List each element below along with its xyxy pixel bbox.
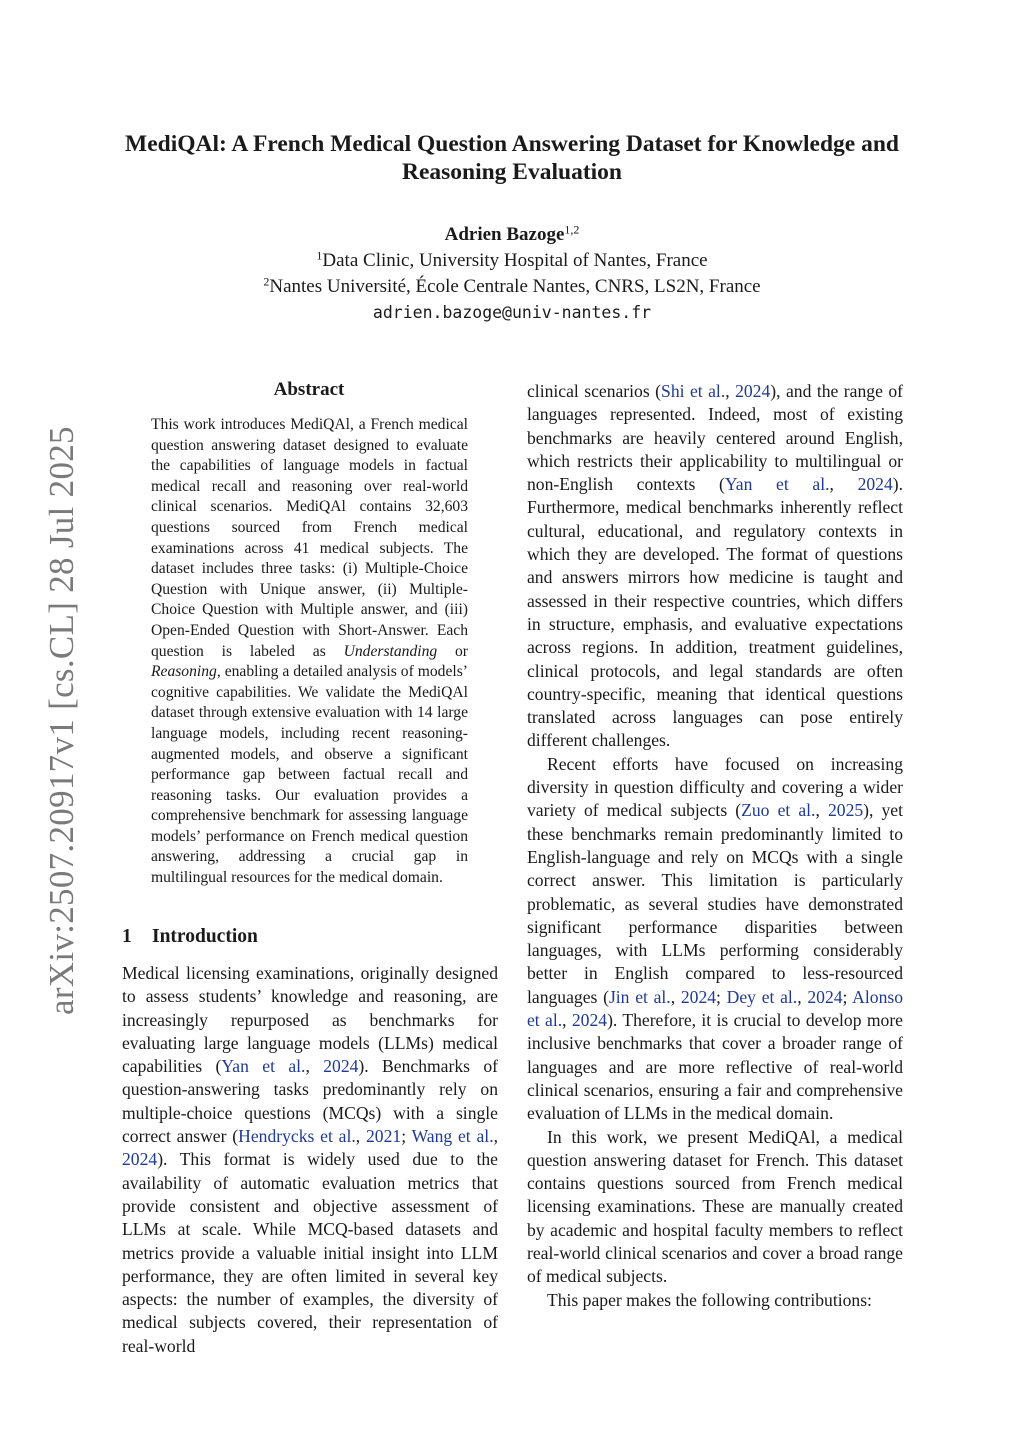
abstract-emphasis: Reasoning	[151, 663, 217, 681]
body-text: ). Furthermore, medical benchmarks inherently reflect cultural, educational, and regulatory contexts in which they are developed. The format of questions and answers mirrors how medicine is taught and assessed in their respective countries, which differs in structure, emphasis, and evaluative expectations across regions. In addition, treatment guidelines, clinical protocols, and legal standards are often country-specific, meaning that identical questions translated across languages can pose entirely different challenges.	[527, 474, 904, 751]
section-heading-introduction	[122, 925, 258, 949]
abstract-body	[151, 415, 468, 889]
author-affil-marks: 1,2	[564, 222, 580, 237]
author-line	[110, 222, 914, 248]
body-text: ). Therefore, it is crucial to develop more inclusive benchmarks that cover a broader range of languages and are more reflective of real-world clinical scenarios, ensuring a fair and comprehensive evaluation of LLMs in the medical domain.	[527, 1010, 903, 1124]
citation-link[interactable]: Shi et al.	[661, 381, 726, 401]
paper-title: MediQAl: A French Medical Question Answering Dataset for Knowledge and Reasoning Evaluation	[125, 131, 899, 185]
citation-year-link[interactable]: 2024	[323, 1056, 359, 1077]
citation-year-link[interactable]: 2024	[122, 1149, 158, 1170]
citation-link[interactable]: Dey et al.	[726, 986, 798, 1007]
abstract-text: , enabling a detailed analysis of models’ cognitive capabilities. We validate the MediQAl dataset through extensive evaluation with 14 large language models, including recent reasoning-augmented models, and observe a significant performance gap between factual recall and reasoning tasks. Our evaluation provides a comprehensive benchmark for assessing language models’ performance on French medical question answering, addressing a crucial gap in multilingual resources for the medical domain.	[151, 663, 468, 887]
body-text: Medical licensing examinations, originally designed to assess students’ knowledge and reasoning, are increasingly repurposed as benchmarks for evaluating large language models (LLMs) medical capabilities (	[122, 963, 498, 1077]
body-text: ;	[842, 986, 853, 1007]
abstract-text: or	[437, 642, 468, 660]
affiliation-mark: 1	[316, 248, 323, 263]
body-text: ,	[797, 986, 808, 1007]
citation-year-link[interactable]: 2024	[807, 986, 843, 1007]
author-name: Adrien Bazoge	[444, 224, 565, 245]
intro-paragraph-2	[527, 380, 903, 753]
body-text: ,	[355, 1126, 366, 1147]
intro-paragraph-4: In this work, we present MediQAl, a medical question answering dataset for French. This dataset contains questions sourced from French medical licensing examinations. These are manually created by academic and hospital faculty members to reflect real-world clinical scenarios and cover a broad range of medical subjects.	[527, 1126, 903, 1287]
body-text: ), and the range of languages represented. Indeed, most of existing benchmarks are heavily centered around English, which restricts their applicability to multilingual or non-English contexts (	[527, 381, 903, 495]
citation-link[interactable]: Yan et al.	[221, 1056, 306, 1077]
citation-year-link[interactable]: 2024	[571, 1010, 608, 1031]
citation-link[interactable]: Jin et al.	[608, 986, 671, 1007]
body-text: ;	[401, 1126, 412, 1147]
citation-year-link[interactable]: 2024	[680, 986, 717, 1007]
body-text: ). Benchmarks of question-answering tasks predominantly rely on multiple-choice questions (MCQs) with a single correct answer (	[122, 1056, 499, 1147]
affiliation-2	[110, 274, 914, 300]
body-text: ,	[725, 381, 736, 401]
section-number: 1	[122, 926, 132, 947]
right-column	[527, 380, 903, 1312]
arxiv-identifier-stamp: arXiv:2507.20917v1 [cs.CL] 28 Jul 2025	[42, 426, 81, 1015]
body-text: ). This format is widely used due to the availability of automatic evaluation metrics that provide consistent and objective assessment of LLMs at scale. While MCQ-based datasets and metrics provide a valuable initial insight into LLM performance, they are often limited in several key aspects: the number of examples, the diversity of medical subjects covered, their representation of real-world	[122, 1149, 498, 1356]
affiliation-mark: 2	[263, 274, 270, 289]
body-text: clinical scenarios (	[527, 381, 662, 401]
citation-year-link[interactable]: 2024	[735, 381, 771, 401]
body-text: ,	[493, 1126, 499, 1147]
citation-link[interactable]: Zuo et al.	[741, 800, 816, 821]
author-email[interactable]: adrien.bazoge@univ-nantes.fr	[372, 303, 652, 322]
affiliation-text: Nantes Université, École Centrale Nantes, CNRS, LS2N, France	[269, 276, 761, 297]
body-text: ), yet these benchmarks remain predominantly limited to English-language and rely on MCQs with a single correct answer. This limitation is particularly problematic, as several studies have demonstrated significant performance disparities between languages, with LLMs performing considerably better in English compared to less-resourced languages (	[527, 800, 904, 1007]
body-text: Recent efforts have focused on increasing diversity in question difficulty and covering a wider variety of medical subjects (	[527, 753, 903, 821]
body-text: ,	[670, 986, 681, 1007]
intro-paragraph-1	[122, 962, 498, 1358]
body-text: ,	[829, 474, 858, 495]
abstract-heading: Abstract	[273, 379, 345, 400]
author-block	[110, 222, 914, 326]
body-text: ,	[815, 800, 828, 821]
intro-paragraph-5: This paper makes the following contributions:	[547, 1289, 872, 1310]
citation-link[interactable]: Wang et al.	[411, 1126, 494, 1147]
citation-link[interactable]: Yan et al.	[724, 474, 830, 495]
abstract-text: This work introduces MediQAl, a French medical question answering dataset designed to evaluate the capabilities of language models in factual medical recall and reasoning over real-world clinical scenarios. MediQAl contains 32,603 questions sourced from French medical examinations across 41 medical subjects. The dataset includes three tasks: (i) Multiple-Choice Question with Unique answer, (ii) Multiple-Choice Question with Multiple answer, and (iii) Open-Ended Question with Short-Answer. Each question is labeled as	[151, 416, 468, 660]
body-text: ,	[562, 1010, 572, 1031]
body-text: ;	[716, 986, 727, 1007]
citation-year-link[interactable]: 2024	[857, 474, 893, 495]
citation-link[interactable]: Hendrycks et al.	[238, 1126, 356, 1147]
citation-link[interactable]: Alonso et al.	[527, 986, 904, 1031]
left-column	[122, 962, 498, 1358]
body-text: ,	[305, 1056, 324, 1077]
citation-year-link[interactable]: 2021	[366, 1126, 402, 1147]
intro-paragraph-3	[527, 753, 903, 1126]
abstract-emphasis: Understanding	[343, 642, 438, 660]
affiliation-text: Data Clinic, University Hospital of Nantes, France	[322, 250, 708, 271]
citation-year-link[interactable]: 2025	[827, 800, 864, 821]
section-title: Introduction	[152, 926, 258, 947]
affiliation-1	[110, 248, 914, 274]
